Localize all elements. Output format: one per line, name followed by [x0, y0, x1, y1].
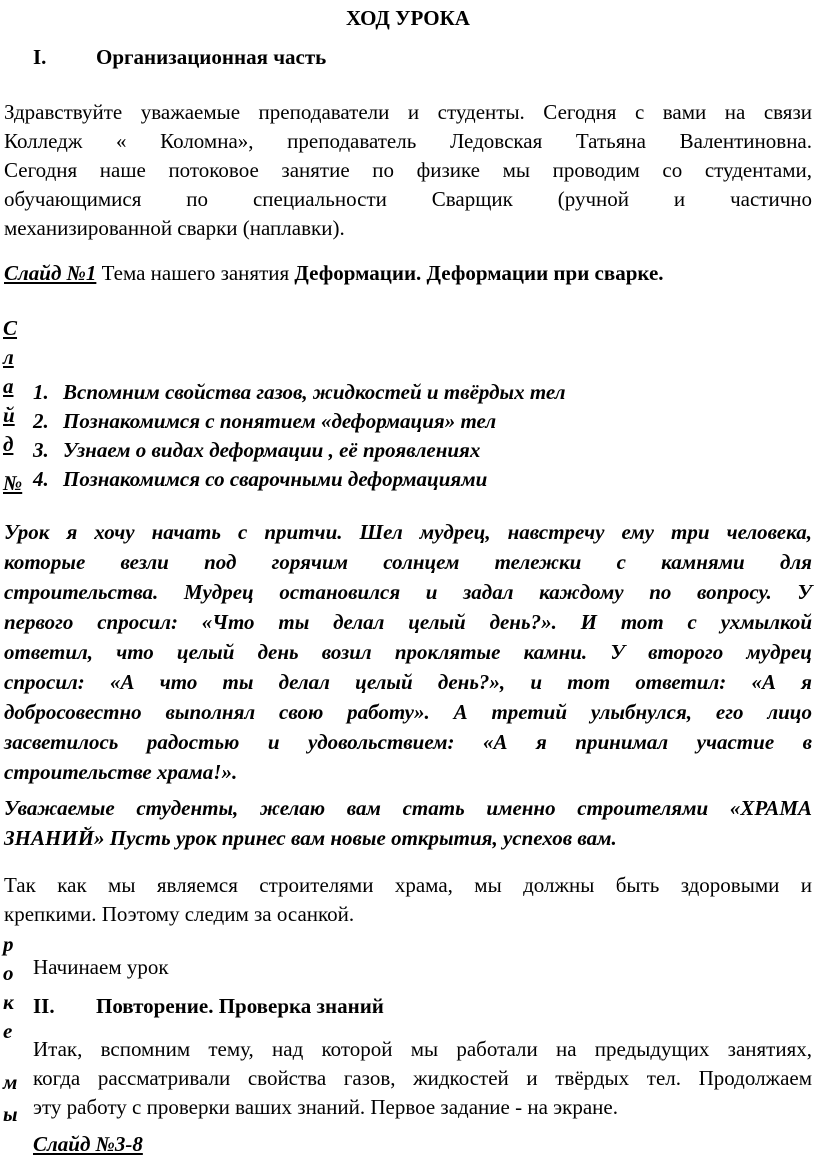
list-item: 3. Узнаем о видах деформации , её проявлениях	[33, 438, 481, 462]
intro-paragraph	[4, 98, 812, 243]
text-line: эту работу с проверки ваших знаний. Первое задание - на экране.	[33, 1095, 618, 1119]
posture-paragraph	[4, 871, 812, 929]
vertical-letter: №	[3, 471, 23, 495]
plan-list	[33, 378, 566, 494]
text-line: Колледж « Коломна», преподаватель Ледовская Татьяна Валентиновна.	[4, 129, 812, 153]
list-item: 1. Вспомним свойства газов, жидкостей и твёрдых тел	[33, 380, 566, 404]
slide-label: Слайд №1	[4, 261, 97, 285]
text-line: ответил, что целый день возил проклятые камни. У второго мудрец	[4, 640, 812, 664]
vertical-letter: й	[3, 403, 15, 427]
vertical-letter: л	[3, 345, 14, 369]
text-line: когда рассматривали свойства газов, жидкостей и твёрдых тел. Продолжаем	[33, 1066, 812, 1090]
vertical-letter: р	[3, 932, 14, 956]
start-lesson-text: Начинаем урок	[33, 955, 169, 979]
vertical-side-word-2	[3, 1066, 18, 1130]
slide1-line	[4, 261, 664, 286]
text-line: ЗНАНИЙ» Пусть урок принес вам новые открытия, успехов вам.	[4, 826, 617, 850]
vertical-letter: ы	[3, 1102, 18, 1126]
text-line: Урок я хочу начать с притчи. Шел мудрец, навстречу ему три человека,	[4, 520, 812, 544]
vertical-letter: о	[3, 961, 14, 985]
vertical-slide-label	[3, 314, 22, 498]
text-line: механизированной сварки (наплавки).	[4, 216, 345, 240]
text-line: обучающимися по специальности Сварщик (ручной и частично	[4, 187, 812, 211]
section-number: II.	[33, 994, 55, 1018]
text-line: добросовестно выполнял свою работу». А третий улыбнулся, его лицо	[4, 700, 812, 724]
text-line: первого спросил: «Что ты делал целый день?». И тот с ухмылкой	[4, 610, 812, 634]
text-line: которые везли под горячим солнцем тележки с камнями для	[4, 550, 812, 574]
text-line: Уважаемые студенты, желаю вам стать именно строителями «ХРАМА	[4, 796, 812, 820]
vertical-letter: а	[3, 374, 14, 398]
text-line: строительстве храма!».	[4, 760, 238, 784]
text-line: крепкими. Поэтому следим за осанкой.	[4, 902, 355, 926]
text-line: спросил: «А что ты делал целый день?», и тот ответил: «А я	[4, 670, 812, 694]
page-title: ХОД УРОКА	[346, 6, 470, 30]
vertical-letter: С	[3, 316, 18, 340]
section-heading: Повторение. Проверка знаний	[96, 994, 384, 1018]
slide-text: Тема нашего занятия	[96, 261, 295, 285]
vertical-letter: е	[3, 1019, 13, 1043]
list-item: 4. Познакомимся со сварочными деформациями	[33, 467, 488, 491]
parable-paragraph	[4, 517, 812, 787]
vertical-side-word	[3, 930, 14, 1046]
slide-label: Слайд №3-8	[33, 1132, 143, 1156]
list-item: 2. Познакомимся с понятием «деформация» тел	[33, 409, 497, 433]
wish-paragraph	[4, 793, 812, 853]
text-line: строительства. Мудрец остановился и задал каждому по вопросу. У	[4, 580, 812, 604]
vertical-letter: к	[3, 990, 14, 1014]
text-line: Сегодня наше потоковое занятие по физике мы проводим со студентами,	[4, 158, 812, 182]
text-line: Так как мы являемся строителями храма, мы должны быть здоровыми и	[4, 873, 812, 897]
text-line: Итак, вспомним тему, над которой мы работали на предыдущих занятиях,	[33, 1037, 812, 1061]
review-paragraph	[33, 1035, 812, 1122]
text-line: Здравствуйте уважаемые преподаватели и студенты. Сегодня с вами на связи	[4, 100, 812, 124]
vertical-letter: д	[3, 432, 14, 456]
text-line: засветилось радостью и удовольствием: «А я принимал участие в	[4, 730, 812, 754]
section-heading: Организационная часть	[96, 45, 327, 69]
vertical-letter: м	[3, 1070, 18, 1094]
lesson-topic: Деформации. Деформации при сварке.	[294, 261, 664, 285]
section-number: I.	[33, 45, 47, 69]
